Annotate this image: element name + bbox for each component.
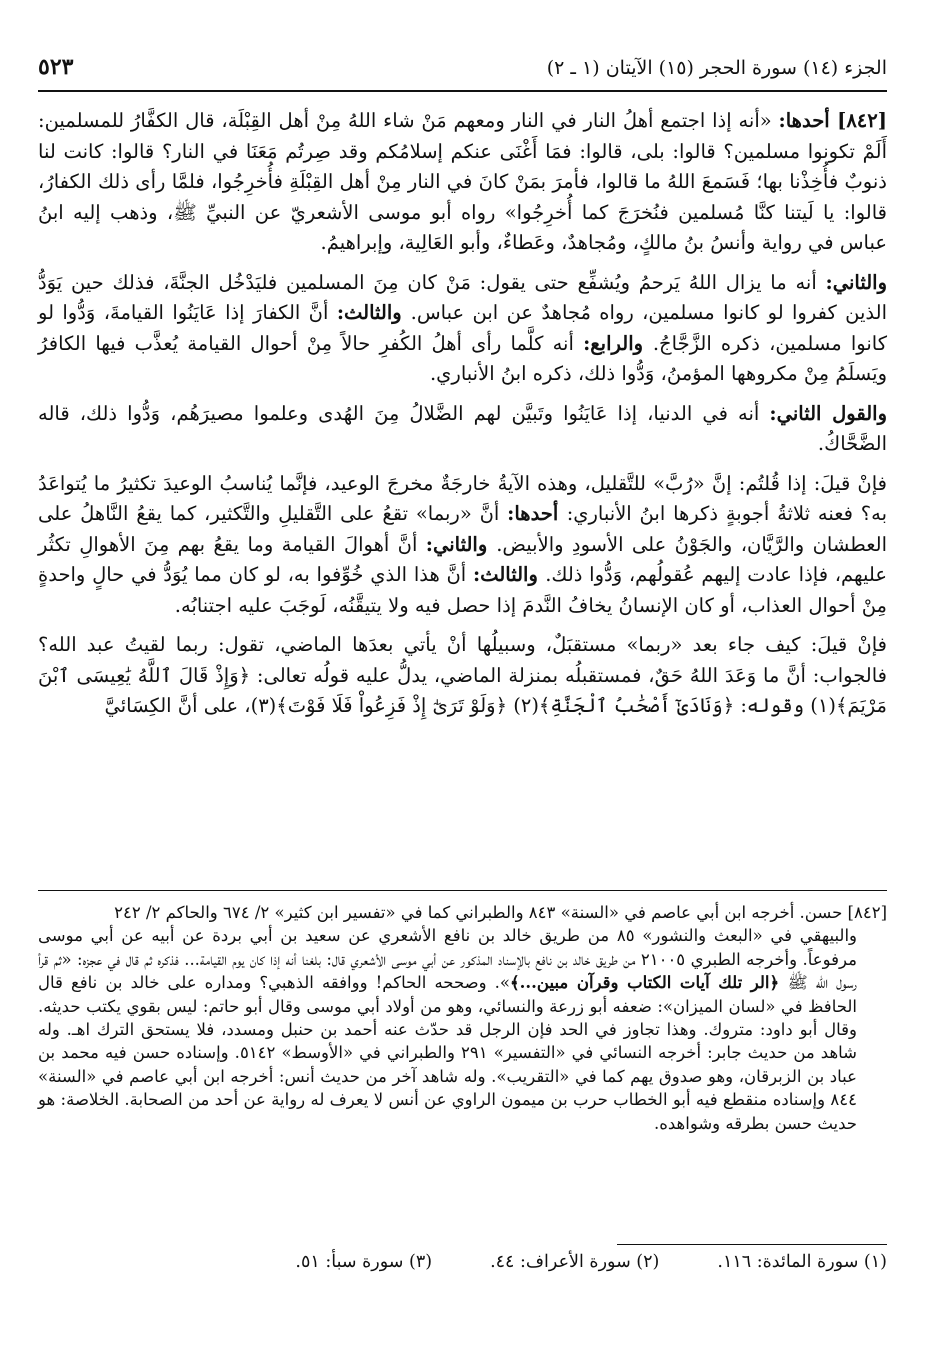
second-view-label: والثاني: — [825, 270, 887, 294]
second-opinion-text: أنه في الدنيا، إذا عَايَنُوا وتَبيَّن لهم الضَّلالُ مِنَ الهُدى وعلموا مصيرَهُم، وَدُّوا ذلك، قاله الضَّحَّاكُ. — [38, 401, 887, 455]
takhrij-section — [38, 901, 887, 1135]
takhrij-first-line: [٨٤٢] حسن. أخرجه ابن أبي عاصم في «السنة» ٨٤٣ والطبراني كما في «تفسير ابن كثير» ٢/ ٦٧٤ والحاكم ٢/ ٢٤٢ — [114, 903, 887, 922]
paragraph-rubba-question — [38, 469, 887, 622]
footnote-3: (٣) سورة سبأ: ٥١. — [295, 1252, 433, 1272]
answer-one-label: أحدها: — [507, 502, 567, 525]
footnotes — [38, 1252, 887, 1272]
answer-three-label: والثالث: — [472, 563, 546, 586]
hadith-number-heading: [٨٤٢] أحدها: — [778, 109, 887, 132]
paragraph-second-opinion — [38, 399, 887, 460]
main-text — [38, 106, 887, 731]
takhrij-verse: ﴿الر تلك آيات الكتاب وقرآن مبين...﴾ — [510, 973, 788, 993]
answer-two-label: والثاني: — [425, 532, 497, 556]
takhrij-separator — [38, 890, 887, 891]
page-number: ٥٢٣ — [38, 54, 74, 80]
takhrij-body-b: ». وصححه الحاكم! ووافقه الذهبي؟ ومداره على خالد بن نافع قال الحافظ في «لسان الميزان»: ضعفه أبو زرعة والنسائي، وهو من أولاد أبي موسى وقال أبو حاتم: ليس بقوي يكتب حديثه. وقال أبو داود: متروك. وهذا تجاوز في الحد فإن الرجل قد حدّث عنه أحمد بن حنبل ومسدد، فلا يستحق الترك اهـ. وله شاهد من حديث جابر: أخرجه النسائي في «التفسير» ٢٩١ والطبراني في «الأوسط» ٥١٤٢. وإسناده حسن فيه محمد بن عباد بن الزبرقان، وهو صدوق يهم كما في «التقريب». وله شاهد آخر من حديث أنس: أخرجه ابن أبي عاصم في «السنة» ٨٤٤ وإسناده منقطع فيه أبو الخطاب حرب بن ميمون الراوي عن أنس لا يعرف له رواية عن أحد من الصحابة. الخلاصة: هو حديث حسن بطرقه وشواهده. — [38, 973, 857, 1133]
paragraph-other-views — [38, 268, 887, 390]
hadith-text: «أنه إذا اجتمع أهلُ النار في النار ومعهم مَنْ شاء اللهُ مِنْ أهل القِبْلَة، قال الكفَّارُ للمسلمين: أَلَمْ تكونوا مسلمين؟ قالوا: بلى، قالوا: فمَا أَغْنَى عنكم إسلامُكم وقد صِرتُم مَعَنَا في النار؟ قالوا: كانت لنا ذنوبٌ فأُخِذْنا بها؛ فَسَمعَ اللهُ ما قالوا، فأمرَ بمَنْ كانَ في النار مِنْ أهل القِبْلَةِ فأُخرِجُوا، فلمَّا رأى ذلك الكفارُ، قالوا: يا لَيتنا كنَّا مُسلمين فنُخرَجَ كما أُخرِجُوا» رواه أبو موسى الأشعريّ عن النبيِّ ﷺ، وذهب إليه ابنُ عباس في رواية وأنسُ بنُ مالكٍ، ومُجاهدٌ، وعَطاءٌ، وأبو العَالِية، وإبراهيمُ. — [38, 109, 887, 254]
paragraph-hadith-842 — [38, 106, 887, 259]
question-text: فإنْ قيلَ: إذا قُلتُم: إنَّ «رُبَّ» للتَّقليل، وهذه الآيةُ خارجَةٌ مخرجَ الوعيد، فإنَّما يُناسبُ الوعيدَ تكثيرُ ما يُتواعَدُ به؟ فعنه ثلاثةُ أجوبةٍ ذكرها ابنُ الأنباري: — [38, 471, 887, 525]
answer-one-text: أنَّ «ربما» تقعُ على التَّقليلِ والتَّكثير، كما يقعُ النَّاهلُ على العطشان والرَّيَّان، والجَوْنُ على الأسودِ والأبيض. — [38, 502, 888, 556]
fourth-view-text: أنه كلَّما رأى أهلُ الكُفرِ حالاً مِنْ أحوال القيامة يُعذَّب فيها الكافرُ ويَسلَمُ مِنْ مكروهها المؤمنُ، وَدُّوا ذلك، ذكره ابنُ الأنباري. — [38, 331, 887, 385]
answer-two-text: أنَّ أهوالَ القيامة وما يقعُ بهم مِنَ الأهوالِ تكثُر عليهم، فإذا عادت إليهم عُقولُهم، وَدُّوا ذلك. — [38, 532, 887, 586]
takhrij-body — [38, 924, 887, 1135]
running-title: الجزء (١٤) سورة الحجر (١٥) الآيتان (١ ـ ٢) — [546, 57, 887, 79]
third-view-label: والثالث: — [336, 301, 411, 324]
paragraph-future-tense: فإنْ قيلَ: كيف جاء بعد «ربما» مستقبَلٌ، وسبيلُها أنْ يأتي بعدَها الماضي، تقول: ربما لقيتُ عبد الله؟ فالجواب: أنَّ ما وَعَدَ اللهُ حَقٌ، فمستقبلُه بمنزلة الماضي، يدلُّ عليه قولُه تعالى: ﴿وَإِذْ قَالَ ٱللَّهُ يَٰعِيسَى ٱبْنَ مَرْيَمَ﴾(١) وقوله: ﴿وَنَادَىٰٓ أَصْحَٰبُ ٱلْجَنَّةِ﴾(٢) ﴿وَلَوْ تَرَىٰٓ إِذْ فَزِعُواْ فَلَا فَوْتَ﴾(٣)، على أنَّ الكِسَائيَّ — [38, 633, 887, 717]
header-rule — [38, 90, 887, 92]
third-view-text: أنَّ الكفارَ إذا عَايَنُوا القيامةَ، وَدُّوا لو كانوا مسلمين، ذكره الزَّجَّاجُ. — [38, 301, 887, 355]
running-header — [38, 54, 887, 80]
footnote-rule — [617, 1244, 887, 1245]
footnote-1: (١) سورة المائدة: ١١٦. — [717, 1252, 887, 1272]
fourth-view-label: والرابع: — [583, 331, 653, 355]
second-view-text: أنه ما يزال اللهُ يَرحمُ ويُشفِّع حتى يقول: مَنْ كان مِنَ المسلمين فليَدْخُل الجنَّةَ، فذلك حين يَوَدُّ الذين كفروا لو كانوا مسلمين، رواه مُجاهدٌ عن ابن عباس. — [38, 270, 887, 324]
second-opinion-label: والقول الثاني: — [769, 401, 888, 425]
answer-three-text: أنَّ هذا الذي خُوِّفوا به، لو كان مما يُوَدُّ في حالٍ واحدةٍ مِنْ أحوال العذاب، أو كان الإنسانُ يخافُ النَّدمَ إذا حصل فيه ولا يتيقَّنُه، لَوجَبَ عليه اجتنابُه. — [38, 563, 887, 617]
takhrij-body-a: والبيهقي في «البعث والنشور» ٨٥ من طريق خالد بن نافع الأشعري عن سعيد بن أبي بردة عن أبيه عن أبي موسى مرفوعاً. وأخرجه الطبري ٢١٠٠٥ من طريق خالد بن نافع بالإسناد المذكور عن أبي موسى الأشعري قال: بلغنا أنه إذا كان يوم القيامة... فذكره ثم قال في عجزه: «ثم قرأ رسول الله ﷺ — [38, 926, 858, 993]
footnote-2: (٢) سورة الأعراف: ٤٤. — [490, 1252, 660, 1272]
